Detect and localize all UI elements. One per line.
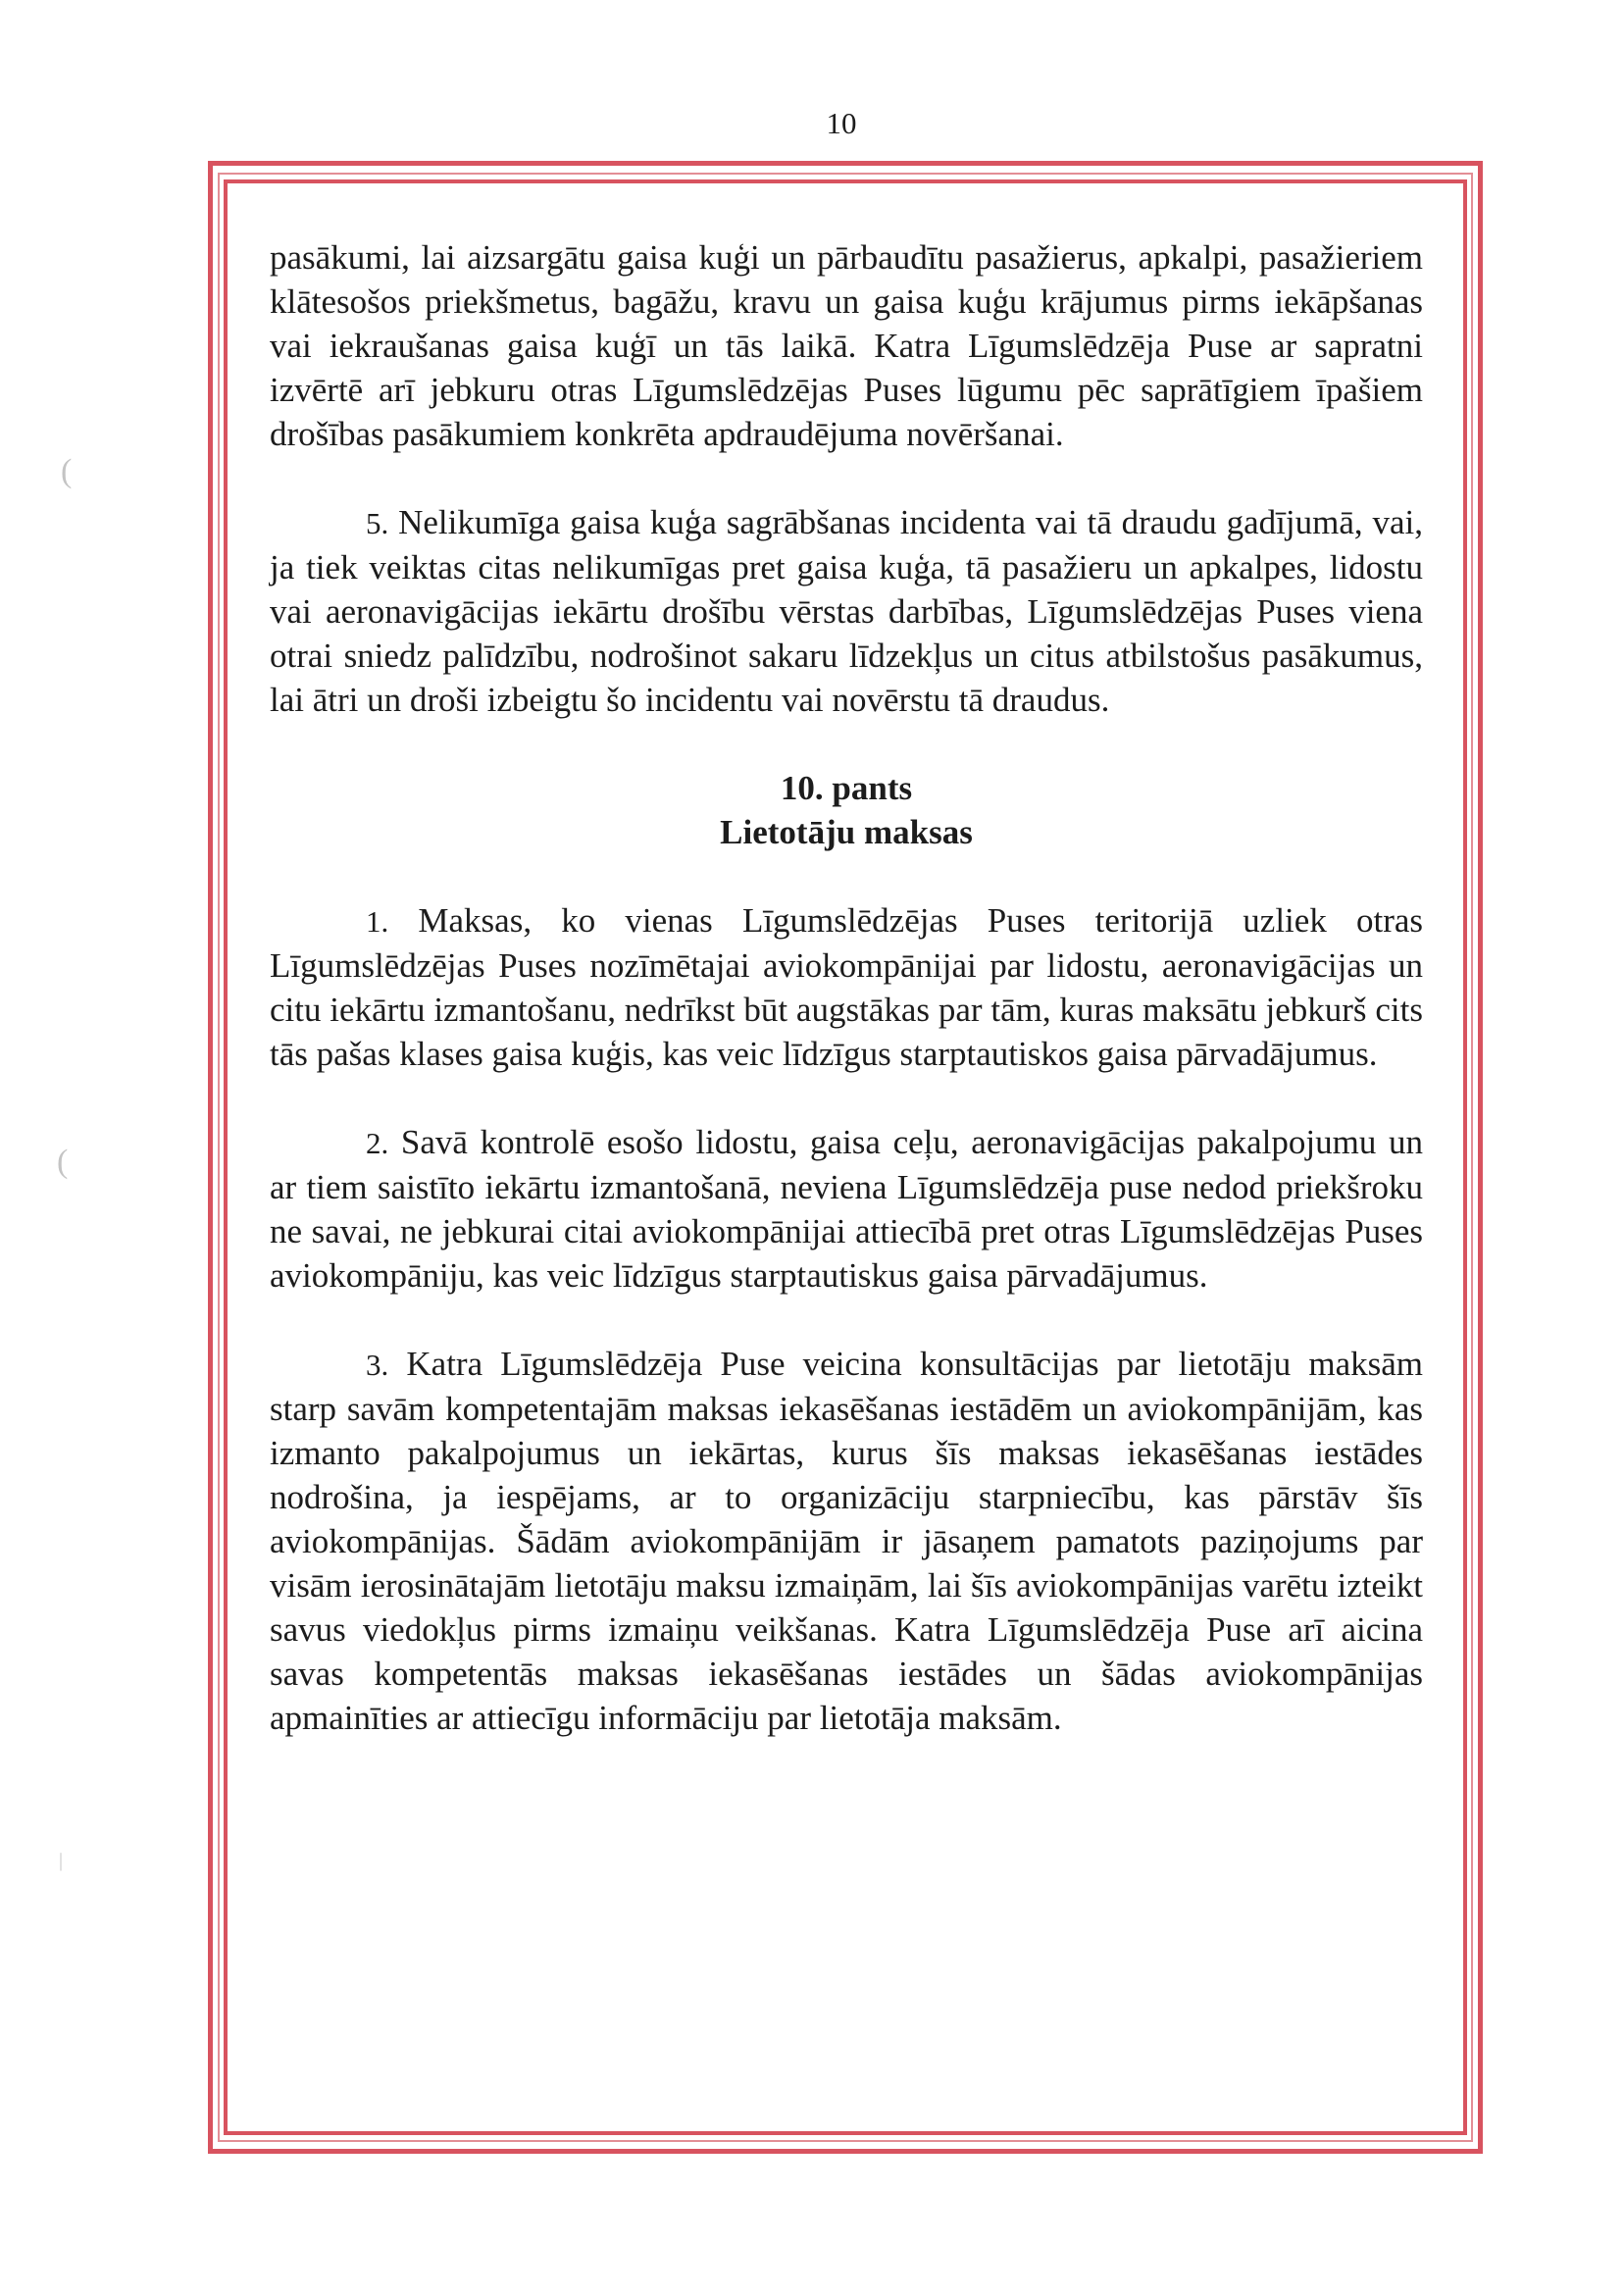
paragraph-3 xyxy=(270,1342,1423,1740)
article-heading xyxy=(270,766,1423,854)
margin-scan-mark: ( xyxy=(61,453,73,489)
paragraph-text: Katra Līgumslēdzēja Puse veicina konsultācijas par lietotāju maksām starp savām kompetentajām maksas iekasēšanas iestādēm un aviokompānijām, kas izmanto pakalpojumus un iekārtas, kurus šīs maksas iekasēšanas iestādes nodrošina, ja iespējams, ar to organizāciju starpniecību, kas pārstāv šīs aviokompānijas. Šādām aviokompānijām ir jāsaņem pamatots paziņojums par visām ierosinātajām lietotāju maksu izmaiņām, lai šīs aviokompānijas varētu izteikt savus viedokļus pirms izmaiņu veikšanas. Katra Līgumslēdzēja Puse arī aicina savas kompetentās maksas iekasēšanas iestādes un šādas aviokompānijas apmainīties ar attiecīgu informāciju par lietotāja maksām. xyxy=(270,1345,1423,1737)
paragraph-text: pasākumi, lai aizsargātu gaisa kuģi un pārbaudītu pasažierus, apkalpi, pasažieriem klātesošos priekšmetus, bagāžu, kravu un gaisa kuģu krājumus pirms iekāpšanas vai iekraušanas gaisa kuģī un tās laikā. Katra Līgumslēdzēja Puse ar sapratni izvērtē arī jebkuru otras Līgumslēdzējas Puses lūgumu pēc saprātīgiem īpašiem drošības pasākumiem konkrēta apdraudējuma novēršanai. xyxy=(270,238,1423,453)
paragraph-1 xyxy=(270,898,1423,1076)
article-title: Lietotāju maksas xyxy=(720,813,973,851)
paragraph-2 xyxy=(270,1120,1423,1298)
page-number: 10 xyxy=(826,106,857,140)
paragraph-number: 5. xyxy=(366,506,389,540)
paragraph-text: Nelikumīga gaisa kuģa sagrābšanas incidenta vai tā draudu gadījumā, vai, ja tiek veiktas citas nelikumīgas pret gaisa kuģa, tā pasažieru un apkalpes, lidostu vai aeronavigācijas iekārtu drošību vērstas darbības, Līgumslēdzējas Puses viena otrai sniedz palīdzību, nodrošinot sakaru līdzekļus un citus atbilstošus pasākumus, lai ātri un droši izbeigtu šo incidentu vai novērstu tā draudus. xyxy=(270,503,1423,719)
paragraph-number: 3. xyxy=(366,1348,389,1382)
paragraph-number: 2. xyxy=(366,1126,389,1160)
paragraph-number: 1. xyxy=(366,904,389,939)
margin-scan-mark: | xyxy=(59,1850,64,1871)
paragraph-text: Maksas, ko vienas Līgumslēdzējas Puses teritorijā uzliek otras Līgumslēdzējas Puses nozīmētajai aviokompānijai par lidostu, aeronavigācijas un citu iekārtu izmantošanu, nedrīkst būt augstākas par tām, kuras maksātu jebkurš cits tās pašas klases gaisa kuģis, kas veic līdzīgus starptautiskos gaisa pārvadājumus. xyxy=(270,901,1424,1073)
paragraph-text: Savā kontrolē esošo lidostu, gaisa ceļu, aeronavigācijas pakalpojumu un ar tiem saistīto iekārtu izmantošanā, neviena Līgumslēdzēja puse nedod priekšroku ne savai, ne jebkurai citai aviokompānijai attiecībā pret otras Līgumslēdzējas Puses aviokompāniju, kas veic līdzīgus starptautiskus gaisa pārvadājumus. xyxy=(270,1123,1423,1295)
paragraph-5 xyxy=(270,500,1423,722)
article-number: 10. pants xyxy=(780,769,913,807)
paragraph-continuation xyxy=(270,235,1423,456)
margin-scan-mark: ( xyxy=(57,1144,69,1180)
document-body xyxy=(270,235,1423,1740)
